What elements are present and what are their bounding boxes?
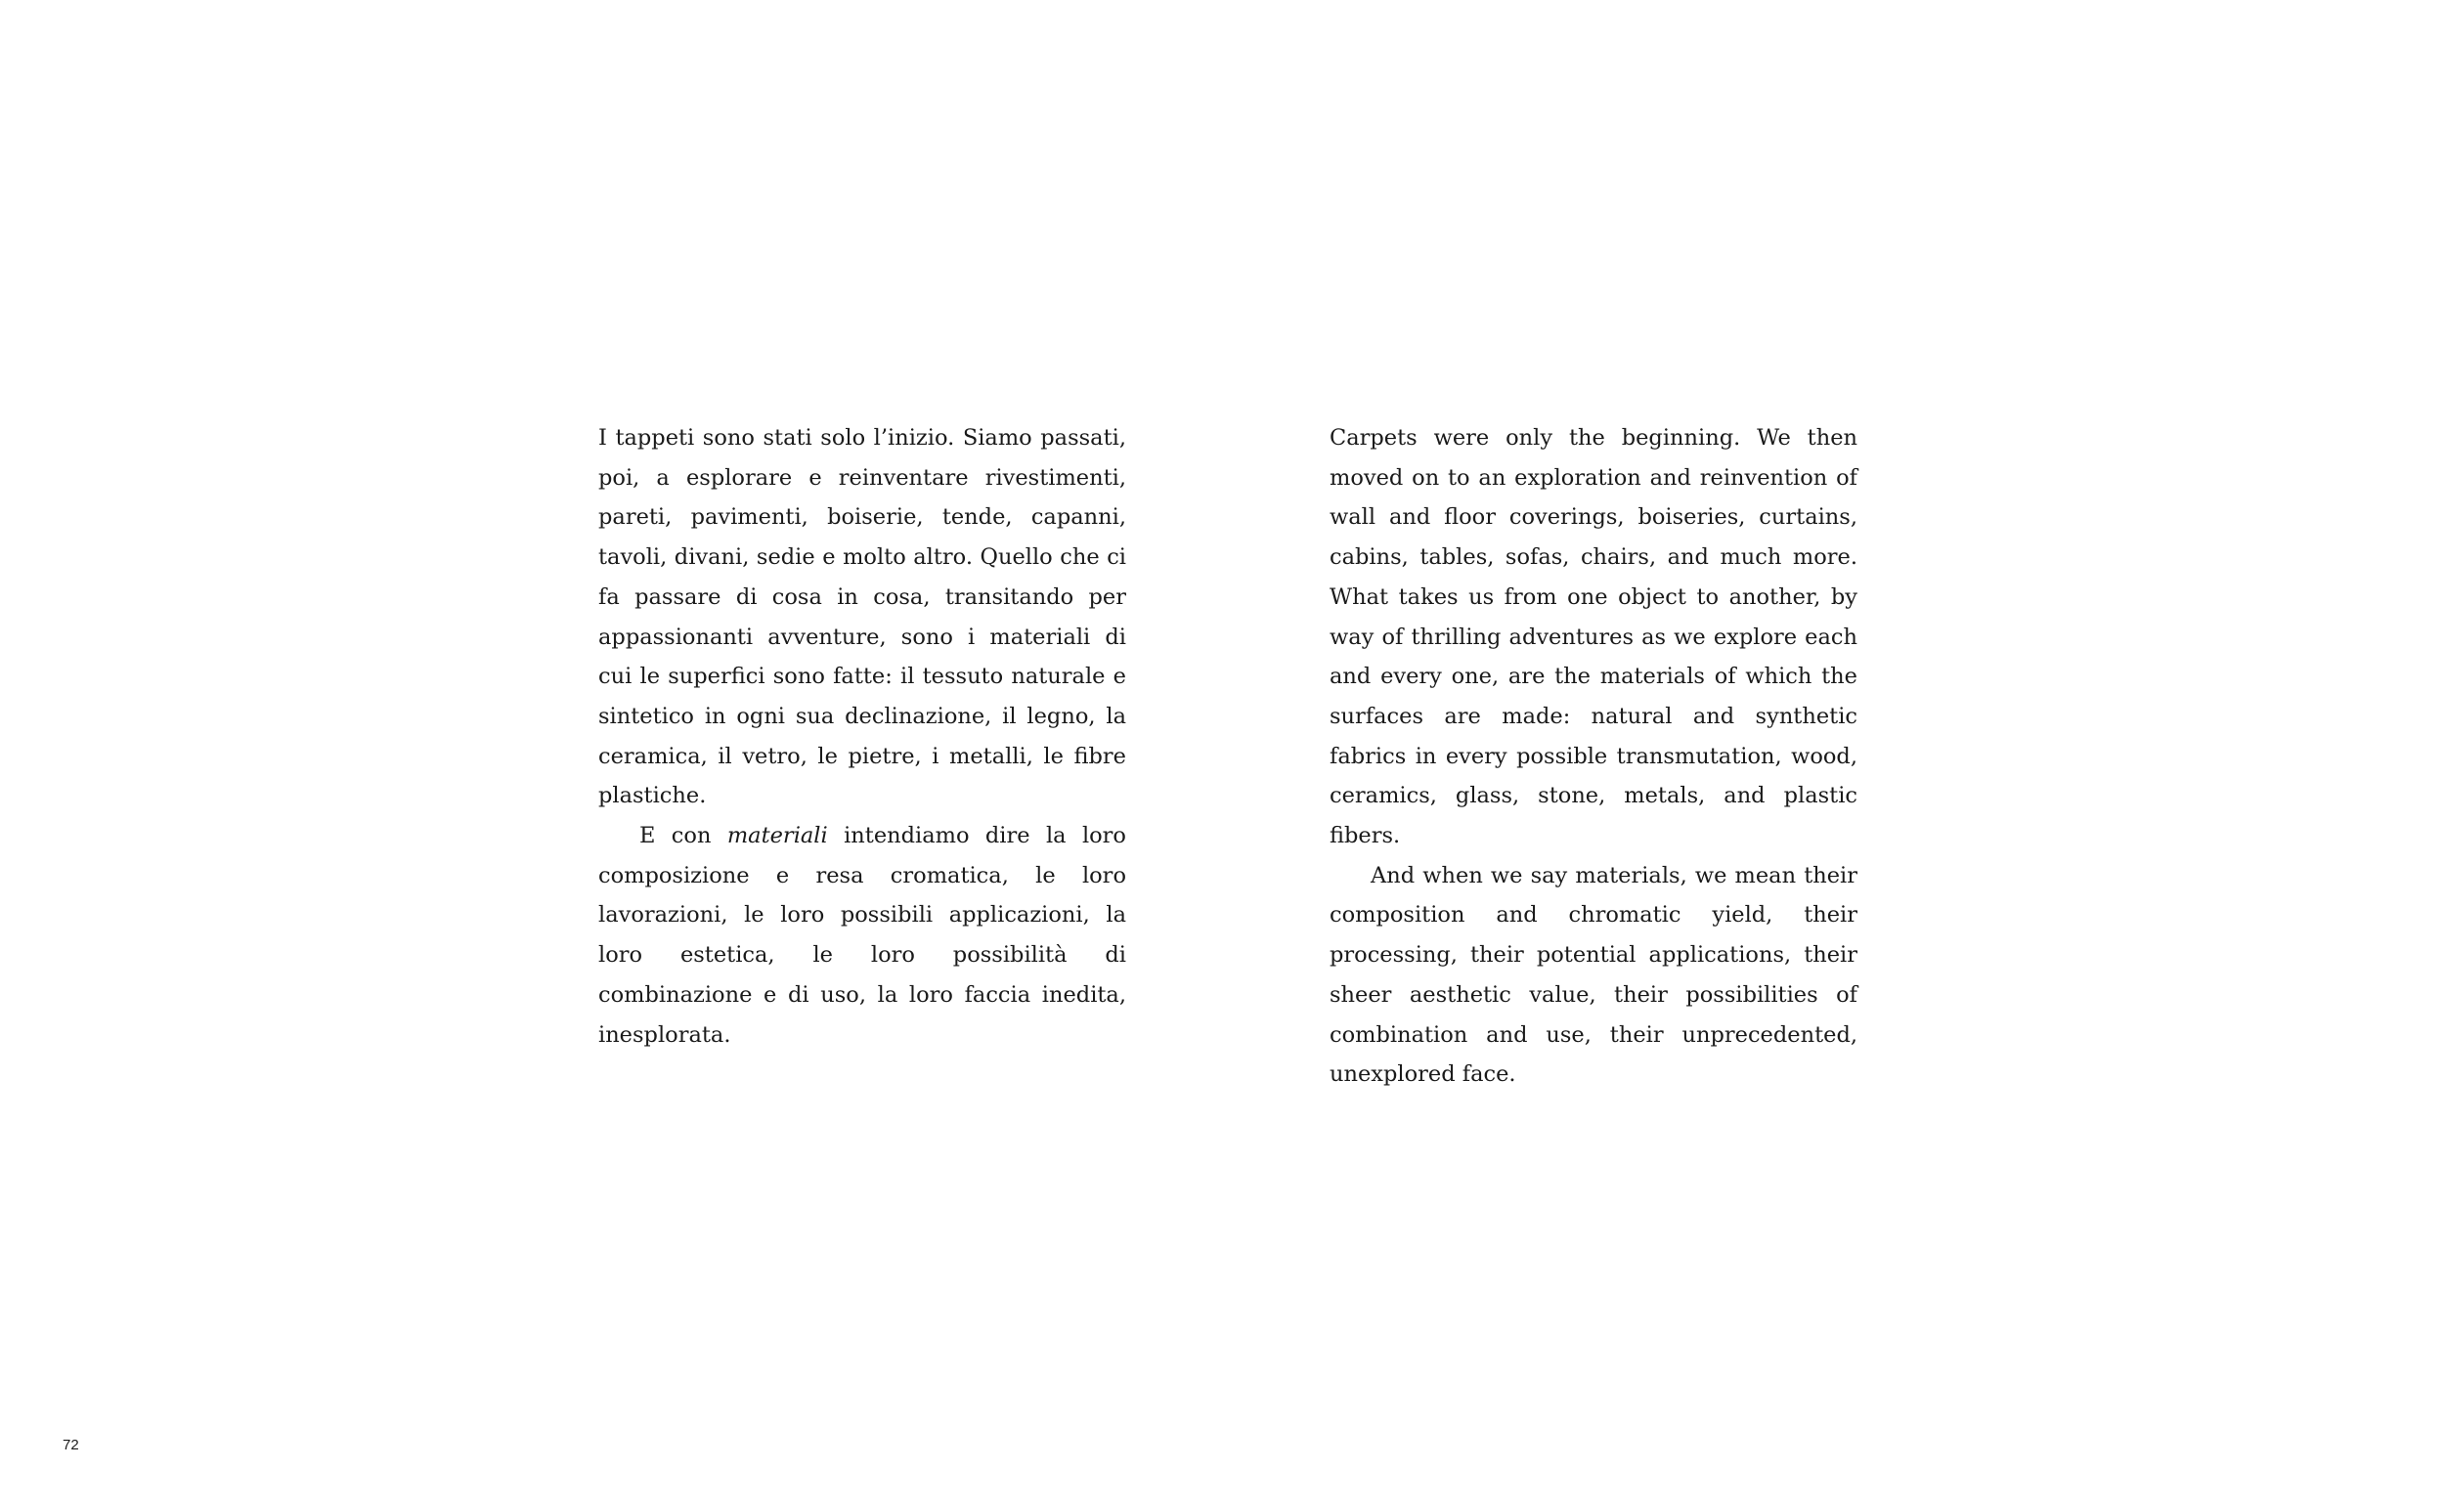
italian-text-column	[598, 418, 1126, 1055]
english-paragraph-1: Carpets were only the beginning. We then moved on to an exploration and reinvention of wall and floor coverings, boiseries, curtains, cabins, tables, sofas, chairs, and much more. What takes us from one object to another, by way of thrilling adventures as we explore each and every one, are the materials of which the surfaces are made: natural and synthetic fabrics in every possible transmutation, wood, ceramics, glass, stone, metals, and plastic fibers.	[1330, 425, 1857, 849]
italian-paragraph-2-rest: intendiamo dire la loro composizione e resa cromatica, le loro lavorazioni, le loro possibili applicazioni, la loro estetica, le loro possibilità di combinazione e di uso, la loro faccia inedita, inesplorata.	[598, 823, 1126, 1048]
english-paragraph-2: And when we say materials, we mean their composition and chromatic yield, their processing, their potential applications, their sheer aesthetic value, their possibilities of combination and use, their unprecedented, unexplored face.	[1330, 862, 1857, 1088]
italian-paragraph-2-lead: E con	[639, 823, 727, 849]
italian-paragraph-1: I tappeti sono stati solo l’inizio. Siamo passati, poi, a esplorare e reinventare rivestimenti, pareti, pavimenti, boiserie, tende, capanni, tavoli, divani, sedie e molto altro. Quello che ci fa passare di cosa in cosa, transitando per appassionanti avventure, sono i materiali di cui le superfici sono fatte: il tessuto naturale e sintetico in ogni sua declinazione, il legno, la ceramica, il vetro, le pietre, i metalli, le fibre plastiche.	[598, 425, 1126, 809]
italian-emphasis-materiali: materiali	[726, 823, 828, 849]
italian-paragraph-2	[598, 816, 1126, 1055]
page-number: 72	[63, 1437, 79, 1453]
english-text-column	[1330, 418, 1857, 1095]
